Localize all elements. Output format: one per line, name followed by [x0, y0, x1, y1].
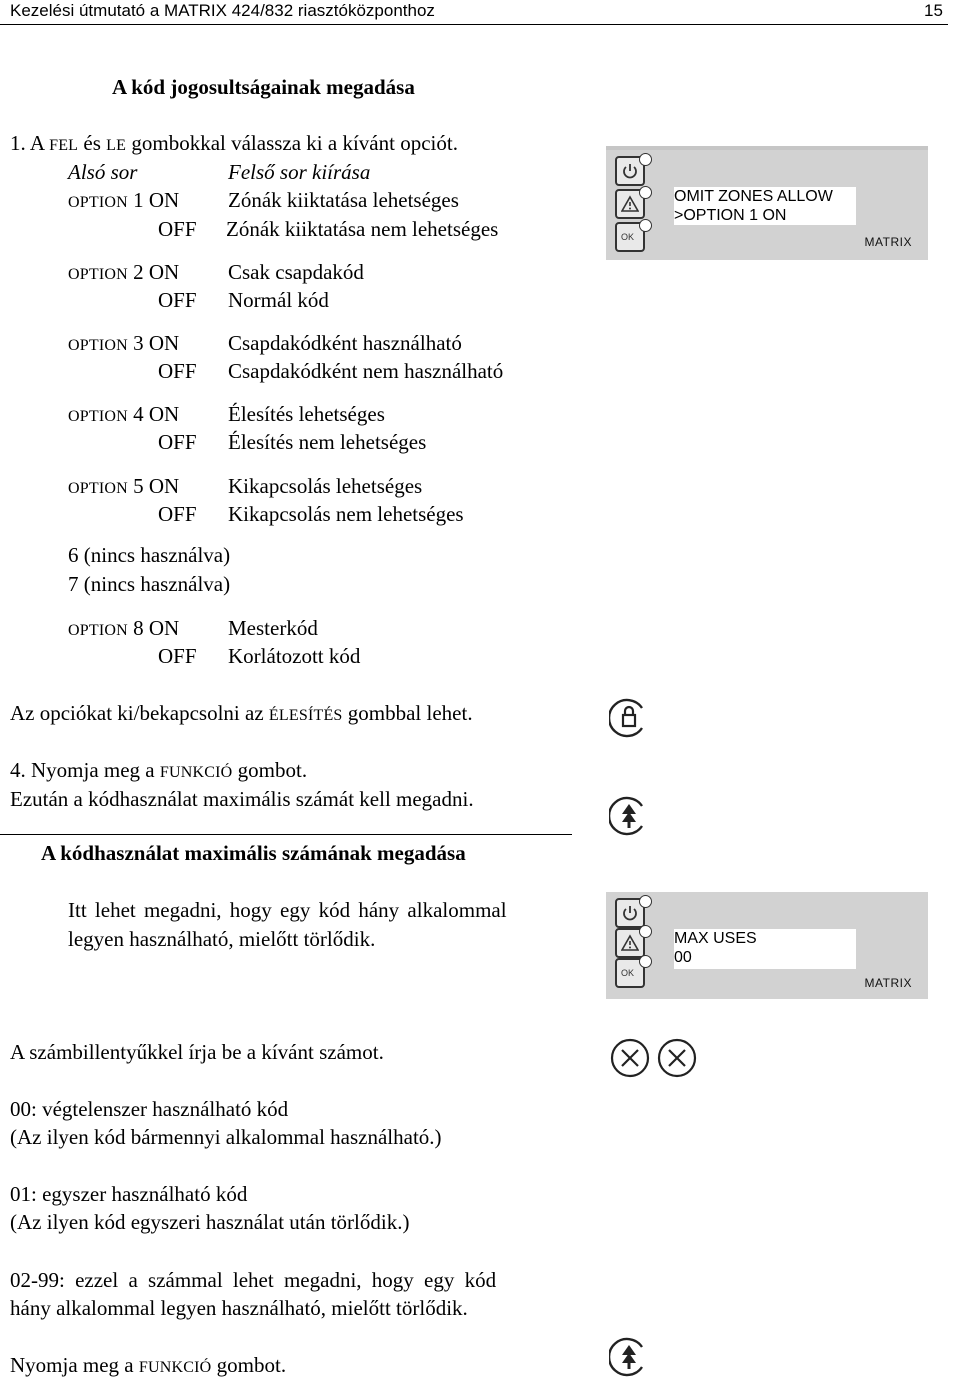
option-word: OPTION [68, 408, 128, 425]
final-instruction [10, 1355, 286, 1376]
section-rule [0, 834, 572, 835]
option-on-text: Mesterkód [228, 616, 318, 640]
option-off-text: Zónák kiiktatása nem lehetséges [226, 217, 499, 241]
option-off-label: OFF [158, 288, 197, 312]
option-7-unused: 7 (nincs használva) [68, 572, 231, 596]
brand-logo: MATRIX [864, 235, 912, 249]
section-heading: A kód jogosultságainak megadása [112, 75, 415, 99]
option-off-label: OFF [158, 430, 197, 454]
value-02-99-line-2: hány alkalommal legyen használható, mielőtt törlődik. [10, 1296, 468, 1320]
lcd-line-1: OMIT ZONES ALLOW [674, 188, 833, 205]
step-1-part: 1. A [10, 131, 50, 155]
toggle-instruction [10, 703, 473, 724]
document-header-title: Kezelési útmutató a MATRIX 424/832 riasztóközponthoz [10, 1, 435, 20]
step-4-text [10, 760, 307, 781]
value-01-line-2: (Az ilyen kód egyszeri használat után törlődik.) [10, 1210, 410, 1234]
number-key-icon [610, 1038, 650, 1078]
option-6-unused: 6 (nincs használva) [68, 543, 231, 567]
option-off-text: Normál kód [228, 288, 329, 312]
option-word: OPTION [68, 480, 128, 497]
option-off-label: OFF [158, 217, 197, 241]
led-indicator [639, 955, 652, 968]
function-key-name: FUNKCIÓ [138, 1359, 212, 1376]
option-on-label [68, 476, 179, 497]
option-number: 8 ON [133, 616, 180, 640]
option-on-label [68, 404, 179, 425]
lcd-line-1: MAX USES [674, 930, 757, 947]
ok-icon: OK [621, 968, 635, 978]
keypad-display-panel [606, 146, 928, 260]
option-on-label [68, 190, 179, 211]
option-number: 2 ON [133, 260, 180, 284]
lcd-line-2: 00 [674, 949, 692, 966]
step-4-next: Ezután a kódhasználat maximális számát kell megadni. [10, 787, 474, 811]
option-off-text: Élesítés nem lehetséges [228, 430, 427, 454]
toggle-instruction-part: Az opciókat ki/bekapcsolni az [10, 701, 269, 725]
option-word: OPTION [68, 337, 128, 354]
option-on-label [68, 333, 179, 354]
option-on-label [68, 262, 179, 283]
lcd-screen [674, 929, 856, 969]
led-indicator [639, 186, 652, 199]
column-heading-upper: Felső sor kiírása [228, 160, 371, 184]
option-on-text: Csak csapdakód [228, 260, 364, 284]
option-number: 4 ON [133, 402, 180, 426]
value-01-line-1: 01: egyszer használható kód [10, 1182, 248, 1206]
power-button[interactable] [615, 156, 645, 186]
alarm-button[interactable] [615, 189, 645, 219]
option-off-text: Csapdakódként nem használható [228, 359, 504, 383]
toggle-instruction-part: gombbal lehet. [342, 701, 473, 725]
function-key-icon [609, 1337, 649, 1377]
function-key-name: FUNKCIÓ [159, 764, 233, 781]
led-indicator [639, 153, 652, 166]
step-4-part: gombot. [232, 758, 308, 782]
ok-button[interactable] [615, 958, 645, 988]
value-00-line-1: 00: végtelenszer használható kód [10, 1097, 289, 1121]
option-on-text: Élesítés lehetséges [228, 402, 385, 426]
alarm-button[interactable] [615, 928, 645, 958]
power-icon [621, 904, 639, 922]
led-indicator [639, 219, 652, 232]
option-off-text: Kikapcsolás nem lehetséges [228, 502, 464, 526]
option-off-label: OFF [158, 502, 197, 526]
final-instruction-part: gombot. [211, 1353, 287, 1377]
led-indicator [639, 925, 652, 938]
header-rule [0, 24, 948, 25]
value-00-line-2: (Az ilyen kód bármennyi alkalommal használható.) [10, 1125, 442, 1149]
number-entry-instruction: A számbillentyűkkel írja be a kívánt számot. [10, 1040, 384, 1064]
step-1-part: gombokkal válassza ki a kívánt opciót. [126, 131, 458, 155]
page-number: 15 [924, 1, 943, 20]
final-instruction-part: Nyomja meg a [10, 1353, 139, 1377]
ok-icon: OK [621, 232, 635, 242]
option-number: 3 ON [133, 331, 180, 355]
warning-icon [621, 934, 639, 952]
section-heading: A kódhasználat maximális számának megadása [41, 841, 466, 865]
brand-logo: MATRIX [864, 976, 912, 990]
option-on-text: Zónák kiiktatása lehetséges [228, 188, 459, 212]
option-word: OPTION [68, 266, 128, 283]
arm-key-name: ÉLESÍTÉS [268, 707, 343, 724]
lock-key-icon [609, 698, 649, 738]
lcd-screen [674, 187, 856, 225]
option-word: OPTION [68, 194, 128, 211]
lcd-line-2: >OPTION 1 ON [674, 207, 787, 224]
option-number: 1 ON [133, 188, 180, 212]
number-key-icon [657, 1038, 697, 1078]
option-number: 5 ON [133, 474, 180, 498]
warning-icon [621, 195, 639, 213]
step-4-part: 4. Nyomja meg a [10, 758, 160, 782]
down-key-name: LE [106, 137, 127, 154]
option-off-label: OFF [158, 359, 197, 383]
keypad-display-panel [606, 892, 928, 999]
step-1-part: és [78, 131, 107, 155]
power-button[interactable] [615, 898, 645, 928]
led-indicator [639, 895, 652, 908]
step-1-text [10, 133, 458, 154]
ok-button[interactable] [615, 222, 645, 252]
option-on-text: Csapdakódként használható [228, 331, 462, 355]
option-off-text: Korlátozott kód [228, 644, 361, 668]
option-on-text: Kikapcsolás lehetséges [228, 474, 423, 498]
column-heading-lower: Alsó sor [68, 160, 138, 184]
up-key-name: FEL [49, 137, 79, 154]
intro-line-2: legyen használható, mielőtt törlődik. [68, 927, 376, 951]
power-icon [621, 162, 639, 180]
option-on-label [68, 618, 179, 639]
option-word: OPTION [68, 622, 128, 639]
option-off-label: OFF [158, 644, 197, 668]
function-key-icon [609, 796, 649, 836]
value-02-99-line-1: 02-99: ezzel a számmal lehet megadni, hogy egy kód [10, 1268, 497, 1292]
intro-line-1: Itt lehet megadni, hogy egy kód hány alkalommal [68, 898, 507, 922]
